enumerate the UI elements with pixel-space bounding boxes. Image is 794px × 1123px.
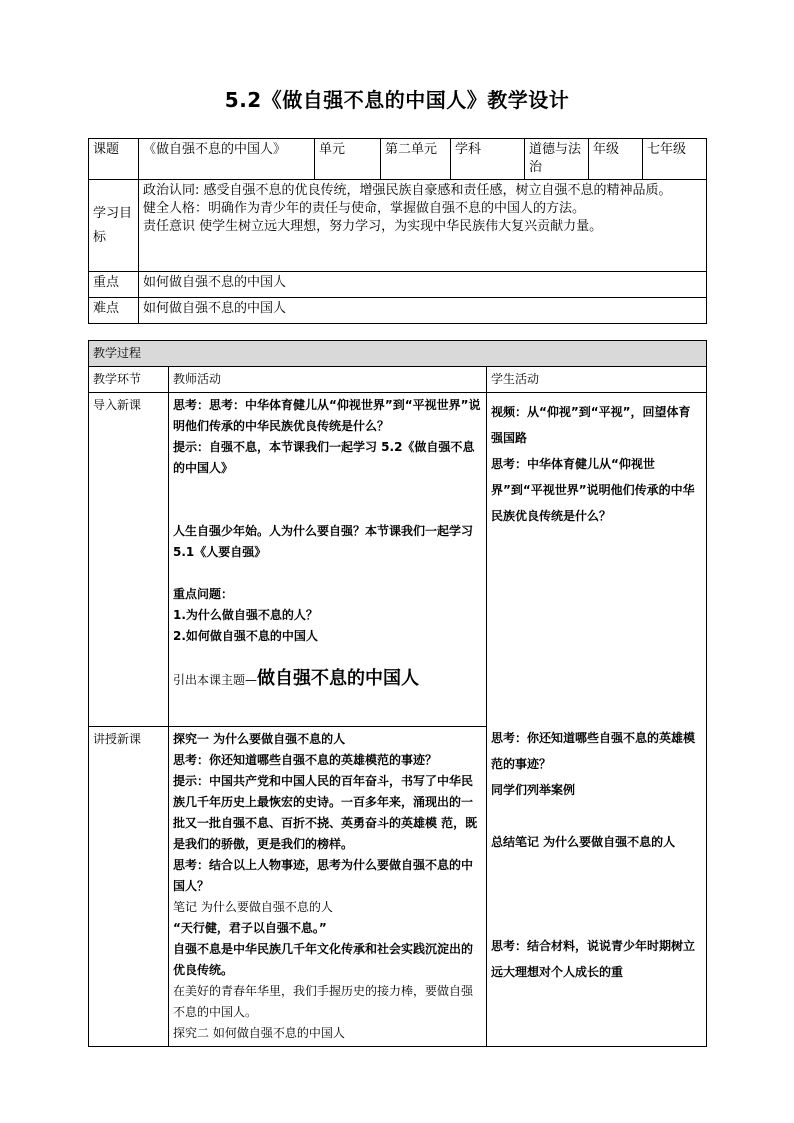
grade-value: 七年级 (643, 139, 707, 180)
teacher-text: 思考：思考：中华体育健儿从“仰视世界”到“平视世界”说明他们传承的中华民族优良传统是什么？ (173, 398, 481, 433)
goals-cell (139, 180, 707, 272)
lesson-info-table (88, 138, 707, 324)
teaching-process-table (88, 340, 707, 1047)
intro-row (89, 393, 707, 727)
teacher-text: 提示：中国共产党和中国人民的百年奋斗，书写了中华民族几千年历史上最恢宏的史诗。一百多年来，涌现出的一批又一批自强不息、百折不挠、英勇奋斗的英雄模 范，既是我们的骄傲，更是我们的榜样。 (173, 774, 478, 851)
process-header: 教学过程 (89, 341, 707, 367)
difficulty-label: 难点 (89, 298, 139, 324)
unit-label: 单元 (315, 139, 381, 180)
teacher-text: 笔记 为什么要做自强不息的人 (173, 900, 333, 914)
teacher-text: 2.如何做自强不息的中国人 (173, 629, 318, 643)
teacher-text: 探究一 为什么要做自强不息的人 (173, 732, 346, 746)
student-text: 思考：你还知道哪些自强不息的英雄模范的事迹？ (491, 731, 696, 771)
teacher-text: 思考：结合以上人物事迹，思考为什么要做自强不息的中国人？ (173, 858, 474, 893)
goal-item: 责任意识 使学生树立远大理想，努力学习，为实现中华民族伟大复兴贡献力量。 (143, 219, 603, 234)
key-point-value: 如何做自强不息的中国人 (139, 272, 707, 298)
topic-row (89, 139, 707, 180)
theme-lead: 引出本课主题— (173, 673, 258, 687)
theme-title: 做自强不息的中国人 (257, 668, 420, 689)
subject-label: 学科 (451, 139, 525, 180)
teacher-text: 重点问题： (173, 587, 234, 601)
teacher-text: 自强不息是中华民族几千年文化传承和社会实践沉淀出的优良传统。 (173, 942, 474, 977)
teacher-text: 探究二 如何做自强不息的中国人 (173, 1026, 345, 1040)
column-header-row (89, 367, 707, 393)
grade-label: 年级 (589, 139, 643, 180)
subject-value: 道德与法治 (525, 139, 589, 180)
key-point-row (89, 272, 707, 298)
teacher-text: 在美好的青春年华里，我们手握历史的接力棒，要做自强不息的中国人。 (173, 984, 474, 1019)
teacher-text: 1.为什么做自强不息的人？ (173, 608, 318, 622)
goals-row (89, 180, 707, 272)
col-stage-header: 教学环节 (89, 367, 169, 393)
key-point-label: 重点 (89, 272, 139, 298)
unit-value: 第二单元 (381, 139, 451, 180)
student-text: 思考：中华体育健儿从“仰视世界”到“平视世界”说明他们传承的中华民族优良传统是什么？ (491, 457, 695, 523)
goals-label: 学习目标 (89, 180, 139, 272)
lesson-theme (173, 668, 482, 691)
goal-item: 政治认同: 感受自强不息的优良传统，增强民族自豪感和责任感，树立自强不息的精神品质。 (143, 183, 672, 198)
teacher-text: 人生自强少年始。人为什么要自强？本节课我们一起学习 5.1《人要自强》 (173, 524, 474, 559)
teacher-text: “天行健，君子以自强不息。” (173, 921, 327, 935)
col-teacher-header: 教师活动 (169, 367, 487, 393)
teacher-text: 思考：你还知道哪些自强不息的英雄模范的事迹？ (173, 753, 438, 767)
difficulty-value: 如何做自强不息的中国人 (139, 298, 707, 324)
student-text: 同学们列举案例 (491, 783, 576, 797)
col-student-header: 学生活动 (487, 367, 707, 393)
lecture-stage: 讲授新课 (89, 727, 169, 1047)
topic-value: 《做自强不息的中国人》 (139, 139, 315, 180)
intro-teacher-cell (169, 393, 487, 727)
page-title: 5.2《做自强不息的中国人》教学设计 (224, 88, 570, 112)
student-activity-cell (487, 393, 707, 1047)
intro-stage: 导入新课 (89, 393, 169, 727)
goal-item: 健全人格：明确作为青少年的责任与使命，掌握做自强不息的中国人的方法。 (143, 201, 586, 216)
topic-label: 课题 (89, 139, 139, 180)
process-header-row (89, 341, 707, 367)
lecture-teacher-cell (169, 727, 487, 1047)
difficulty-row (89, 298, 707, 324)
student-text: 思考：结合材料，说说青少年时期树立远大理想对个人成长的重 (491, 939, 696, 979)
student-text: 总结笔记 为什么要做自强不息的人 (491, 835, 676, 849)
student-text: 视频：从“仰视”到“平视”，回望体育强国路 (491, 405, 691, 445)
teacher-text: 提示：自强不息，本节课我们一起学习 5.2《做自强不息的中国人》 (173, 440, 475, 475)
